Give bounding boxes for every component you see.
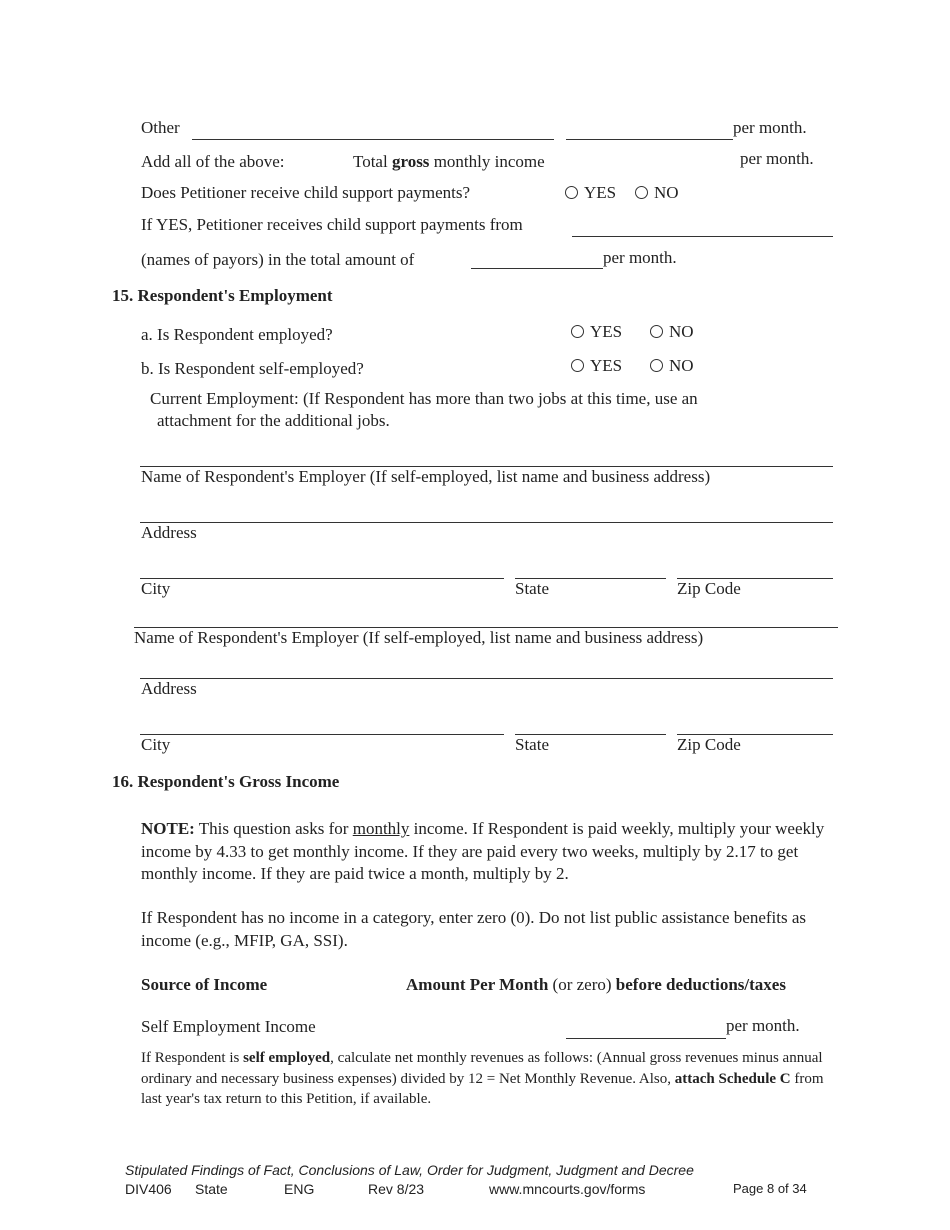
child-support-yes-option[interactable]: YES (565, 183, 616, 203)
self-employment-amount-field[interactable] (566, 1038, 726, 1039)
child-support-from-label: If YES, Petitioner receives child support payments from (141, 215, 523, 234)
self-employed-instructions: If Respondent is self employed, calculate net monthly revenues as follows: (Annual gross revenues minus annual ordinary and necessary business expenses) divided by 12 = Net Monthly Revenue. Also, attach Schedule C from last year's tax return to this Petition, if available. (141, 1050, 824, 1107)
child-support-amount-label: (names of payors) in the total amount of (141, 250, 415, 269)
per-month-label: per month. (733, 118, 807, 137)
employer-2-city-field[interactable] (140, 734, 504, 735)
monthly-income-note: NOTE: This question asks for monthly income. If Respondent is paid weekly, multiply your weekly income by 4.33 to get monthly income. If they are paid every two weeks, multiply by 2.17 to get monthly income. If they are paid twice a month, multiply by 2. (141, 819, 825, 883)
employer-2-name-label: Name of Respondent's Employer (If self-employed, list name and business address) (134, 628, 704, 647)
employer-1-zip-label: Zip Code (677, 579, 741, 598)
employer-1-address-field[interactable] (140, 522, 833, 523)
employer-2-city-label: City (141, 735, 171, 754)
footer-language: ENG (284, 1181, 315, 1197)
amount-per-month-header: Amount Per Month (or zero) before deductions/taxes (406, 975, 786, 994)
employer-1-state-label: State (515, 579, 549, 598)
self-employed-yes-option[interactable]: YES (571, 356, 622, 376)
zero-income-note: If Respondent has no income in a category, enter zero (0). Do not list public assistance benefits as income (e.g., MFIP, GA, SSI). (141, 908, 807, 950)
footer-title: Stipulated Findings of Fact, Conclusions of Law, Order for Judgment, Judgment and Decree (125, 1162, 694, 1178)
employer-1-city-field[interactable] (140, 578, 504, 579)
radio-icon[interactable] (571, 325, 584, 338)
other-label: Other (141, 118, 180, 137)
child-support-no-option[interactable]: NO (635, 183, 679, 203)
radio-icon[interactable] (635, 186, 648, 199)
respondent-self-employed-question: b. Is Respondent self-employed? (141, 359, 364, 378)
source-of-income-header: Source of Income (141, 975, 268, 994)
employed-yes-option[interactable]: YES (571, 322, 622, 342)
per-month-label: per month. (726, 1016, 800, 1035)
employer-1-address-label: Address (141, 523, 197, 542)
current-employment-note: Current Employment: (If Respondent has more than two jobs at this time, use an (150, 389, 698, 408)
respondent-employed-question: a. Is Respondent employed? (141, 325, 333, 344)
section-15-heading: 15. Respondent's Employment (112, 286, 333, 305)
footer-revision: Rev 8/23 (368, 1181, 425, 1197)
per-month-label: per month. (740, 149, 814, 168)
radio-icon[interactable] (565, 186, 578, 199)
total-gross-label: Total gross monthly income (353, 152, 545, 171)
employer-2-address-field[interactable] (140, 678, 833, 679)
per-month-label: per month. (603, 248, 677, 267)
employed-no-option[interactable]: NO (650, 322, 694, 342)
section-16-heading: 16. Respondent's Gross Income (112, 772, 340, 791)
footer-state: State (195, 1181, 228, 1197)
radio-icon[interactable] (650, 325, 663, 338)
employer-2-zip-label: Zip Code (677, 735, 741, 754)
radio-icon[interactable] (650, 359, 663, 372)
footer-form-id: DIV406 (125, 1181, 172, 1197)
employer-2-address-label: Address (141, 679, 197, 698)
radio-icon[interactable] (571, 359, 584, 372)
footer-url[interactable]: www.mncourts.gov/forms (489, 1181, 646, 1197)
child-support-amount-field[interactable] (471, 268, 603, 269)
current-employment-note-cont: attachment for the additional jobs. (157, 411, 390, 430)
other-description-field[interactable] (192, 139, 554, 140)
footer-page-number: Page 8 of 34 (733, 1181, 807, 1196)
payor-names-field[interactable] (572, 236, 833, 237)
add-all-label: Add all of the above: (141, 152, 285, 171)
child-support-question: Does Petitioner receive child support payments? (141, 183, 471, 202)
self-employment-income-label: Self Employment Income (141, 1017, 316, 1036)
employer-2-state-label: State (515, 735, 549, 754)
self-employed-no-option[interactable]: NO (650, 356, 694, 376)
employer-1-city-label: City (141, 579, 171, 598)
employer-1-name-label: Name of Respondent's Employer (If self-employed, list name and business address) (141, 467, 711, 486)
other-amount-field[interactable] (566, 139, 733, 140)
